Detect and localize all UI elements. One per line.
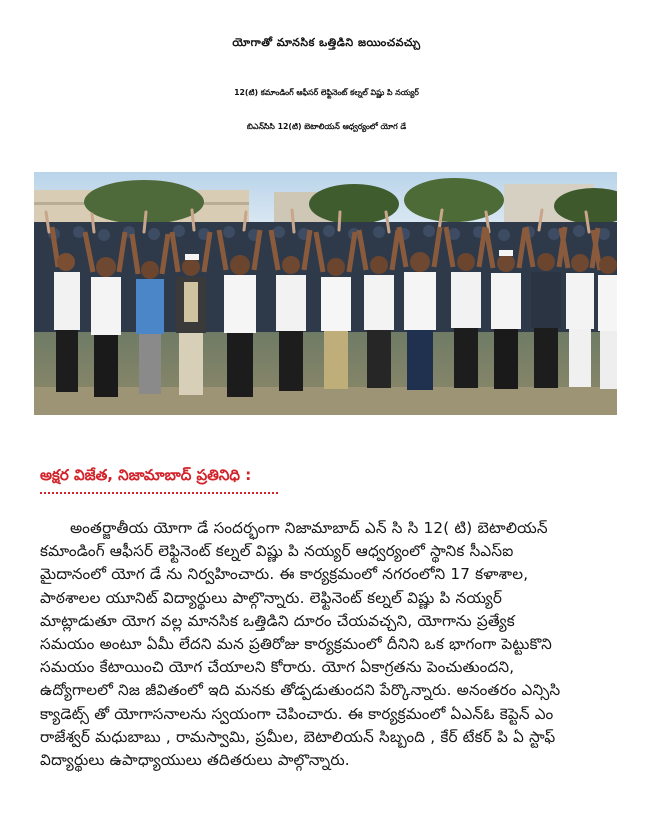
headline-sub-2: బిఎన్‌సిసి 12(టి) బెటాలియన్ ఆధ్వర్యంలో యోగ డే <box>246 122 407 131</box>
yoga-day-photo <box>34 172 617 415</box>
body-line: పాఠశాలల యూనిట్ విద్యార్థులు పాల్గొన్నారు. లెఫ్టినెంట్ కల్నల్ విష్ణు పి నయ్యర్ <box>40 588 503 607</box>
body-line: సమయం కేటాయించి యోగ చేయాలని కోరారు. యోగ ఏకాగ్రతను పెంచుతుందని, <box>40 658 515 677</box>
body-line: మాట్లాడుతూ యోగ వల్ల మానసిక ఒత్తిడిని దూరం చేయవచ్చని, యోగాను ప్రత్యేక <box>40 611 515 630</box>
article-body <box>40 517 620 772</box>
byline: అక్షర విజేత, నిజామాబాద్ ప్రతినిధి : <box>40 466 252 484</box>
byline-divider <box>40 492 278 494</box>
body-line: విద్యార్థులు ఉపాధ్యాయులు తదితరులు పాల్గొన్నారు. <box>40 750 350 769</box>
body-line: అంతర్జాతీయ యోగా డే సందర్భంగా నిజామాబాద్ ఎన్ సి సి 12( టి) బెటాలియన్ <box>70 519 548 537</box>
body-line: రాజేశ్వర్ మధుబాబు , రామస్వామి, ప్రమీల, బెటాలియన్ సిబ్బంది , కేర్ టేకర్ పి ఏ స్టాఫ్ <box>40 727 556 746</box>
body-line: కమాండింగ్ ఆఫీసర్ లెఫ్టినెంట్ కల్నల్ విష్ణు పి నయ్యర్ ఆధ్వర్యంలో స్థానిక సీఎస్ఐ <box>40 542 514 561</box>
body-line: మైదానంలో యోగ డే ను నిర్వహించారు. ఈ కార్యక్రమంలో నగరంలోని 17 కళాశాల, <box>40 565 529 584</box>
headline-main: యోగాతో మానసిక ఒత్తిడిని జయించవచ్చు <box>232 36 421 49</box>
body-line: ఉద్యోగాలలో నిజ జీవితంలో ఇది మనకు తోడ్పడుతుందని పేర్కొన్నారు. అనంతరం ఎన్సిసి <box>40 681 561 700</box>
body-line: క్యాడెట్స్ తో యోగాసనాలను స్వయంగా చెపించారు. ఈ కార్యక్రమంలో ఏఎన్ఓ కెప్టెన్ ఎం <box>40 704 554 723</box>
body-line: సమయం అంటూ ఏమీ లేదని మన ప్రతిరోజు కార్యక్రమంలో దీనిని ఒక భాగంగా పెట్టుకొని <box>40 634 553 653</box>
headline-sub-1: 12(టి) కమాండింగ్ ఆఫీసర్ లెఫ్టినెంట్ కల్నల్ విష్ణు పి నయ్యర్ <box>234 88 419 97</box>
